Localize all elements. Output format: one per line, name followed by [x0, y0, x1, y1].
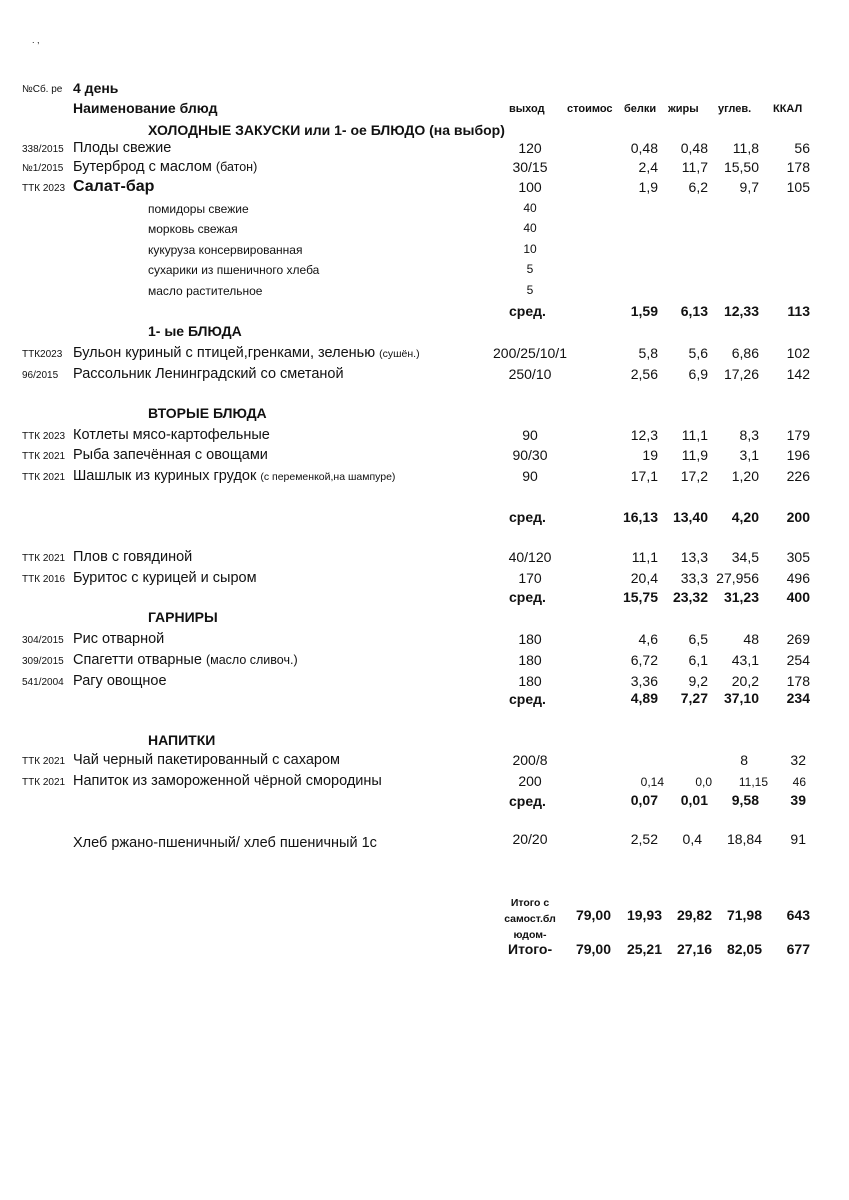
row-vyhod: 200: [518, 773, 542, 789]
avg-carbs: 12,33: [723, 303, 759, 319]
total-kcal: 643: [786, 907, 810, 923]
row-name: Напиток из замороженной чёрной смородины: [73, 773, 382, 789]
row-code: ТТК 2021: [22, 777, 66, 788]
row-fat: 6,1: [688, 652, 708, 668]
row-vyhod: 30/15: [512, 159, 548, 175]
salad-item: кукуруза консервированная: [148, 243, 303, 257]
row-vyhod: 120: [518, 140, 542, 156]
total-fat: 27,16: [676, 941, 712, 957]
avg-protein: 1,59: [630, 303, 658, 319]
row-kcal: 102: [786, 345, 810, 361]
row-code: №1/2015: [22, 163, 64, 174]
row-fat: 13,3: [680, 549, 708, 565]
row-protein: 2,56: [630, 366, 658, 382]
row-code: 338/2015: [22, 144, 64, 155]
row-protein: 0,14: [640, 775, 664, 789]
row-name: Рагу овощное: [73, 673, 167, 689]
total-carbs: 71,98: [726, 907, 762, 923]
row-carbs: 8,3: [739, 427, 759, 443]
total-cost: 79,00: [575, 941, 611, 957]
row-name: [73, 653, 298, 668]
avg-protein: 0,07: [630, 792, 658, 808]
avg-label: сред.: [509, 303, 546, 319]
avg-label: сред.: [509, 691, 546, 707]
row-protein: 2,52: [630, 831, 658, 847]
header-kcal: ККАЛ: [773, 103, 803, 115]
total-label: Итого-: [508, 941, 553, 957]
row-kcal: 305: [786, 549, 810, 565]
row-fat: 0,4: [682, 831, 702, 847]
avg-protein: 4,89: [630, 690, 658, 706]
row-carbs: 1,20: [731, 468, 759, 484]
row-vyhod: 90: [522, 468, 538, 484]
row-vyhod: 20/20: [512, 831, 548, 847]
avg-fat: 0,01: [680, 792, 708, 808]
total-protein: 19,93: [626, 907, 662, 923]
row-code: 96/2015: [22, 370, 59, 381]
header-vyhod: выход: [509, 103, 545, 115]
avg-fat: 23,32: [672, 589, 708, 605]
row-protein: 2,4: [638, 159, 658, 175]
row-name-suffix: (батон): [215, 160, 258, 174]
row-name-main: Бульон куриный с птицей,гренками, зеленью: [73, 345, 376, 361]
section-garnish-title: ГАРНИРЫ: [148, 609, 218, 625]
row-vyhod: 170: [518, 570, 542, 586]
row-protein: 17,1: [630, 468, 658, 484]
row-fat: 6,5: [688, 631, 708, 647]
row-protein: 11,1: [631, 549, 658, 565]
salad-item-vyhod: 5: [526, 283, 534, 297]
total-carbs: 82,05: [726, 941, 762, 957]
row-name: Котлеты мясо-картофельные: [73, 427, 270, 443]
row-carbs: 43,1: [731, 652, 759, 668]
row-vyhod: 100: [518, 179, 542, 195]
section-first-title: 1- ые БЛЮДА: [148, 323, 242, 339]
row-vyhod: 250/10: [508, 366, 552, 382]
row-vyhod: 90: [522, 427, 538, 443]
salad-item: сухарики из пшеничного хлеба: [148, 263, 320, 277]
row-fat: 6,9: [688, 366, 708, 382]
row-name: Рыба запечённая с овощами: [73, 447, 268, 463]
row-code: ТТК 2016: [22, 574, 66, 585]
row-protein: 3,36: [630, 673, 658, 689]
salad-item: масло растительное: [148, 284, 263, 298]
row-carbs: 27,956: [716, 570, 759, 586]
row-code: 304/2015: [22, 635, 64, 646]
avg-fat: 13,40: [672, 509, 708, 525]
salad-item-vyhod: 40: [523, 221, 537, 235]
row-code: ТТК2023: [22, 349, 63, 360]
row-vyhod: 90/30: [512, 447, 548, 463]
row-carbs: 17,26: [723, 366, 759, 382]
row-fat: 17,2: [680, 468, 708, 484]
row-name: Плов с говядиной: [73, 549, 193, 565]
row-code: 541/2004: [22, 677, 64, 688]
row-code: ТТК 2021: [22, 472, 66, 483]
avg-kcal: 200: [786, 509, 810, 525]
row-kcal: 91: [790, 831, 806, 847]
row-name-main: Шашлык из куриных грудок: [73, 468, 257, 484]
row-fat: 9,2: [688, 673, 708, 689]
row-kcal: 196: [786, 447, 810, 463]
row-carbs: 8: [740, 752, 748, 768]
row-kcal: 269: [786, 631, 810, 647]
row-name: Хлеб ржано-пшеничный/ хлеб пшеничный 1с: [73, 835, 377, 851]
row-kcal: 226: [786, 468, 810, 484]
row-kcal: 496: [786, 570, 810, 586]
avg-carbs: 4,20: [731, 509, 759, 525]
row-code: ТТК 2023: [22, 183, 66, 194]
row-fat: 0,0: [695, 775, 712, 789]
row-vyhod: 200/25/10/1: [493, 345, 567, 361]
avg-fat: 7,27: [680, 690, 708, 706]
avg-carbs: 37,10: [723, 690, 759, 706]
row-carbs: 3,1: [739, 447, 759, 463]
row-name: [73, 469, 395, 484]
header-code-label: №Сб. ре: [22, 84, 63, 95]
row-code: ТТК 2021: [22, 553, 66, 564]
salad-item: морковь свежая: [148, 222, 238, 236]
total-label-line: самост.бл: [504, 913, 556, 925]
row-vyhod: 40/120: [508, 549, 552, 565]
total-cost: 79,00: [575, 907, 611, 923]
row-code: ТТК 2021: [22, 451, 66, 462]
row-vyhod: 180: [518, 673, 542, 689]
salad-item-vyhod: 5: [526, 262, 534, 276]
row-name: Салат-бар: [73, 178, 155, 195]
avg-kcal: 400: [786, 589, 810, 605]
row-carbs: 20,2: [731, 673, 759, 689]
row-name: Плоды свежие: [73, 140, 172, 156]
row-code: ТТК 2021: [22, 756, 66, 767]
avg-fat: 6,13: [680, 303, 708, 319]
row-fat: 5,6: [688, 345, 708, 361]
row-kcal: 179: [786, 427, 810, 443]
section-cold-title: ХОЛОДНЫЕ ЗАКУСКИ или 1- ое БЛЮДО (на выбор): [148, 122, 505, 138]
header-fat: жиры: [668, 103, 699, 115]
total-label: [500, 895, 560, 943]
row-carbs: 11,15: [738, 775, 768, 789]
row-vyhod: 200/8: [512, 752, 548, 768]
row-name: Чай черный пакетированный с сахаром: [73, 752, 340, 768]
section-second-title: ВТОРЫЕ БЛЮДА: [148, 405, 267, 421]
row-kcal: 178: [786, 673, 810, 689]
row-name: [73, 346, 420, 361]
avg-label: сред.: [509, 793, 546, 809]
avg-carbs: 31,23: [723, 589, 759, 605]
row-fat: 0,48: [680, 140, 708, 156]
row-name: Рассольник Ленинградский со сметаной: [73, 366, 344, 382]
row-carbs: 9,7: [739, 179, 759, 195]
row-name-main: Спагетти отварные: [73, 652, 202, 668]
avg-protein: 16,13: [622, 509, 658, 525]
salad-item-vyhod: 10: [523, 242, 537, 256]
salad-item: помидоры свежие: [148, 202, 249, 216]
total-label-line: Итого с: [510, 897, 550, 909]
row-carbs: 6,86: [731, 345, 759, 361]
row-carbs: 18,84: [726, 831, 762, 847]
avg-protein: 15,75: [622, 589, 658, 605]
avg-carbs: 9,58: [731, 792, 759, 808]
day-label: 4 день: [73, 80, 119, 96]
row-kcal: 142: [786, 366, 810, 382]
row-fat: 11,9: [681, 447, 708, 463]
row-protein: 6,72: [630, 652, 658, 668]
row-protein: 5,8: [638, 345, 658, 361]
row-name-suffix: (масло сливоч.): [205, 653, 298, 667]
row-protein: 12,3: [630, 427, 658, 443]
row-kcal: 105: [786, 179, 810, 195]
row-carbs: 15,50: [723, 159, 759, 175]
row-kcal: 32: [790, 752, 806, 768]
row-name-suffix: (с переменкой,на шампуре): [260, 471, 396, 483]
row-vyhod: 180: [518, 631, 542, 647]
row-name: Рис отварной: [73, 631, 165, 647]
row-carbs: 48: [743, 631, 759, 647]
row-code: ТТК 2023: [22, 431, 66, 442]
header-protein: белки: [624, 103, 657, 115]
salad-item-vyhod: 40: [523, 201, 537, 215]
row-vyhod: 180: [518, 652, 542, 668]
total-label-line: юдом-: [513, 929, 547, 941]
avg-kcal: 234: [786, 690, 810, 706]
row-name: [73, 160, 257, 175]
total-protein: 25,21: [626, 941, 662, 957]
header-name-col: Наименование блюд: [73, 100, 218, 116]
row-code: 309/2015: [22, 656, 64, 667]
header-cost: стоимос: [567, 104, 613, 115]
row-protein: 1,9: [638, 179, 658, 195]
row-fat: 11,7: [681, 159, 708, 175]
scan-marks: . ,: [32, 35, 40, 45]
section-drinks-title: НАПИТКИ: [148, 732, 216, 748]
row-kcal: 56: [794, 140, 810, 156]
row-name-suffix: (сушён.): [379, 348, 420, 360]
row-protein: 4,6: [638, 631, 658, 647]
row-protein: 0,48: [630, 140, 658, 156]
row-fat: 11,1: [681, 427, 708, 443]
row-kcal: 254: [786, 652, 810, 668]
avg-label: сред.: [509, 509, 546, 525]
row-protein: 20,4: [630, 570, 658, 586]
total-kcal: 677: [786, 941, 810, 957]
header-carbs: углев.: [718, 103, 752, 115]
row-carbs: 34,5: [731, 549, 759, 565]
row-name: Буритос с курицей и сыром: [73, 570, 257, 586]
row-kcal: 46: [792, 775, 806, 789]
row-fat: 33,3: [680, 570, 708, 586]
row-name-main: Бутерброд с маслом: [73, 159, 212, 175]
row-fat: 6,2: [688, 179, 708, 195]
avg-kcal: 39: [790, 792, 806, 808]
row-protein: 19: [642, 447, 658, 463]
row-carbs: 11,8: [732, 140, 759, 156]
avg-kcal: 113: [787, 303, 810, 319]
avg-label: сред.: [509, 589, 546, 605]
row-kcal: 178: [786, 159, 810, 175]
total-fat: 29,82: [676, 907, 712, 923]
